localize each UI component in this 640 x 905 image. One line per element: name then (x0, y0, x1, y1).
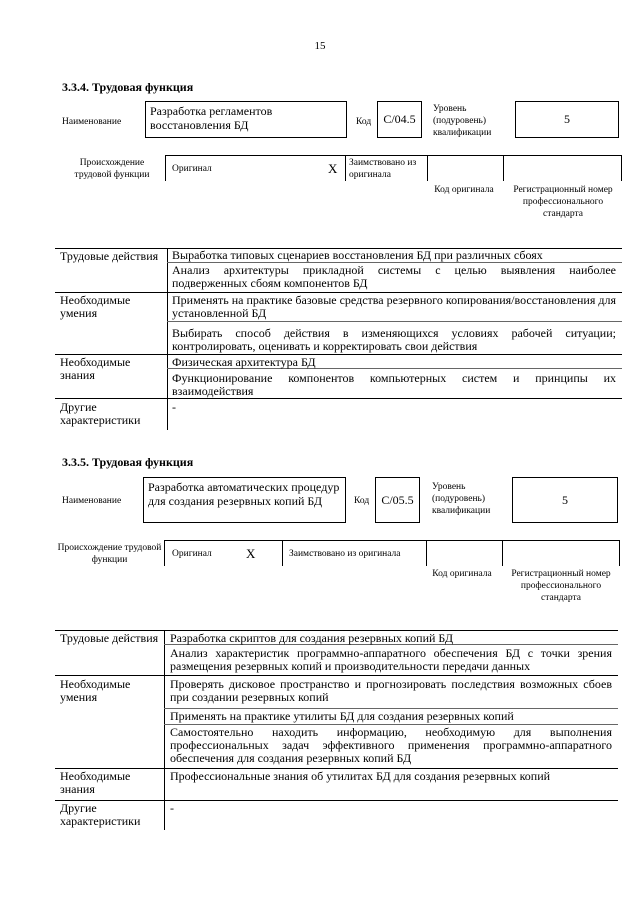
original-x-mark: X (246, 546, 256, 561)
row-header-other: Другие характеристики (60, 801, 141, 828)
row-item: Функционирование компонентов компьютерных систем и принципы их взаимодействия (172, 371, 616, 398)
level-box: 5 (512, 477, 618, 523)
function-name-box: Разработка регламентов восстановления БД (145, 101, 347, 138)
row-header-knowledge: Необходимые знания (60, 355, 131, 382)
row-item: Проверять дисковое пространство и прогнозировать последствия возможных сбоев при создании резервных копий (170, 677, 612, 704)
row-item: Физическая архитектура БД (172, 355, 316, 369)
function-name-box: Разработка автоматических процедур для создания резервных копий БД (143, 477, 346, 523)
page-number: 15 (314, 40, 326, 52)
section-title: 3.3.5. Трудовая функция (62, 455, 194, 469)
section-title: 3.3.4. Трудовая функция (62, 80, 194, 94)
level-label: Уровень (подуровень) квалификации (433, 104, 492, 138)
code-original-caption: Код оригинала (434, 185, 494, 195)
row-item: Анализ характеристик программно-аппаратного обеспечения БД с точки зрения размещения резервных копий и производительности передачи данных (170, 646, 612, 673)
row-header-skills: Необходимые умения (60, 677, 131, 704)
name-label: Наименование (62, 117, 122, 127)
original-label: Оригинал (172, 549, 212, 559)
row-item: Разработка скриптов для создания резервных копий БД (170, 631, 454, 645)
row-item: - (172, 400, 176, 414)
name-label: Наименование (62, 496, 122, 506)
row-item: Профессиональные знания об утилитах БД для создания резервных копий (170, 769, 551, 783)
row-item: Самостоятельно находить информацию, необходимую для выполнения профессиональных задач эффективного применения программно-аппаратного обеспечения для создания резервных копий БД (170, 725, 612, 765)
row-item: Анализ архитектуры прикладной системы с целью выявления наиболее подверженных сбоям компонентов БД (172, 263, 616, 290)
reg-number-caption: Регистрационный номер профессионального стандарта (511, 569, 611, 603)
row-item: Применять на практике утилиты БД для создания резервных копий (170, 709, 514, 723)
origin-label: Происхождение трудовой функции (57, 543, 162, 565)
code-box: C/05.5 (375, 477, 420, 523)
code-label: Код (356, 117, 372, 127)
borrowed-label: Заимствовано из оригинала (289, 549, 401, 559)
borrowed-label: Заимствовано из оригинала (349, 158, 417, 180)
row-item: Выработка типовых сценариев восстановления БД при различных сбоях (172, 248, 543, 262)
row-item: Применять на практике базовые средства резервного копирования/восстановления для установленной БД (172, 293, 616, 320)
reg-number-caption: Регистрационный номер профессионального стандарта (513, 185, 613, 219)
origin-label: Происхождение трудовой функции (74, 158, 150, 180)
original-x-mark: X (328, 161, 338, 176)
row-header-labor-actions: Трудовые действия (60, 249, 159, 263)
row-header-other: Другие характеристики (60, 400, 141, 427)
row-item: Выбирать способ действия в изменяющихся условиях рабочей ситуации; контролировать, оценивать и корректировать свои действия (172, 326, 616, 353)
row-header-knowledge: Необходимые знания (60, 769, 131, 796)
original-label: Оригинал (172, 164, 212, 174)
code-box: C/04.5 (377, 101, 422, 138)
row-item: - (170, 801, 174, 815)
code-label: Код (354, 496, 370, 506)
level-label: Уровень (подуровень) квалификации (432, 482, 491, 516)
level-box: 5 (515, 101, 619, 138)
row-header-skills: Необходимые умения (60, 293, 131, 320)
row-header-labor-actions: Трудовые действия (60, 631, 159, 645)
code-original-caption: Код оригинала (432, 569, 492, 579)
